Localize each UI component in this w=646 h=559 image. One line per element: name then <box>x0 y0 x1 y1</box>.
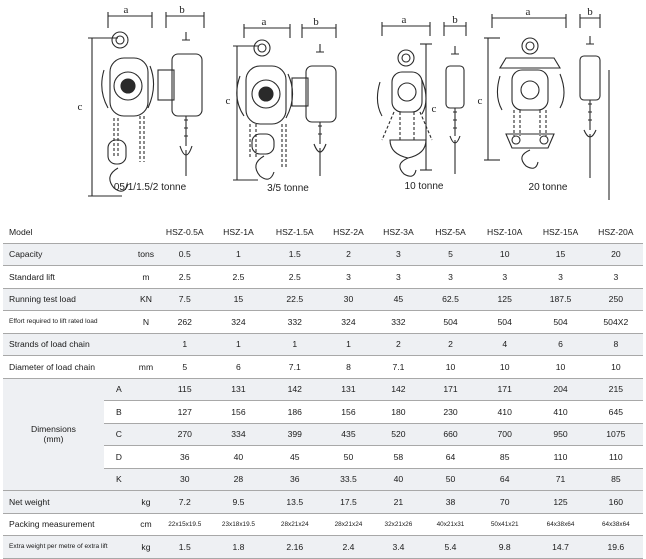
table-cell: 8 <box>324 356 373 379</box>
table-cell: 3 <box>532 266 588 289</box>
row-unit: tons <box>134 243 158 266</box>
table-cell: 156 <box>211 401 265 424</box>
table-cell: 22.5 <box>266 288 324 311</box>
table-row <box>3 356 643 379</box>
table-cell: 10 <box>477 356 532 379</box>
table-cell: 36 <box>158 446 211 469</box>
table-cell: 204 <box>532 378 588 401</box>
table-cell: 85 <box>589 468 643 491</box>
table-cell: 660 <box>424 423 477 446</box>
caption-hoist-3: 10 tonne <box>404 181 444 192</box>
hoist-3-drawing <box>377 22 466 176</box>
table-cell: 3 <box>373 243 424 266</box>
table-cell: 410 <box>477 401 532 424</box>
table-cell: 2.5 <box>266 266 324 289</box>
row-label: Net weight <box>3 491 134 514</box>
table-cell: 10 <box>589 356 643 379</box>
table-cell: 15 <box>211 288 265 311</box>
table-cell: 50 <box>324 446 373 469</box>
table-cell: 504 <box>532 311 588 334</box>
table-cell: 40 <box>373 468 424 491</box>
table-cell: 645 <box>589 401 643 424</box>
table-cell: 9.5 <box>211 491 265 514</box>
row-label: Capacity <box>3 243 134 266</box>
row-label: Model <box>9 226 33 237</box>
table-cell: 160 <box>589 491 643 514</box>
dim-b-label-4: b <box>587 6 593 18</box>
row-label: Extra weight per metre of extra lift <box>3 536 134 559</box>
dim-b-label-3: b <box>452 14 458 26</box>
header-spacer <box>134 221 158 243</box>
table-cell: 504 <box>424 311 477 334</box>
model-name: HSZ-1A <box>223 226 254 237</box>
table-cell: 32x21x26 <box>373 513 424 536</box>
table-cell: 33.5 <box>324 468 373 491</box>
row-label: Effort required to lift rated load <box>3 311 134 334</box>
table-cell: 324 <box>211 311 265 334</box>
table-cell: 13.5 <box>266 491 324 514</box>
table-cell: 142 <box>373 378 424 401</box>
table-cell: 142 <box>266 378 324 401</box>
table-row <box>3 288 643 311</box>
table-cell: 5 <box>158 356 211 379</box>
table-cell: 187.5 <box>532 288 588 311</box>
dimension-spacer <box>134 401 158 424</box>
table-cell: 9.8 <box>477 536 532 559</box>
table-cell: 3 <box>324 266 373 289</box>
table-cell: 15 <box>532 243 588 266</box>
table-cell: 23x18x19.5 <box>211 513 265 536</box>
table-cell: 1 <box>158 333 211 356</box>
dimension-spacer <box>134 468 158 491</box>
table-cell: 180 <box>373 401 424 424</box>
row-unit: mm <box>134 356 158 379</box>
table-cell: 19.6 <box>589 536 643 559</box>
row-unit: KN <box>134 288 158 311</box>
table-cell: 3 <box>424 266 477 289</box>
table-cell: 5.4 <box>424 536 477 559</box>
table-cell: 28 <box>211 468 265 491</box>
table-cell: 250 <box>589 288 643 311</box>
row-unit <box>134 333 158 356</box>
dim-a-label-4: a <box>525 6 531 18</box>
table-cell: 1 <box>266 333 324 356</box>
table-cell: 230 <box>424 401 477 424</box>
table-cell: 435 <box>324 423 373 446</box>
row-label: Standard lift <box>3 266 134 289</box>
table-cell: 14.7 <box>532 536 588 559</box>
row-label: Strands of load chain <box>3 333 134 356</box>
dim-c-label-2: c <box>225 95 231 107</box>
table-row <box>3 513 643 536</box>
table-cell: 410 <box>532 401 588 424</box>
row-label: Packing measurement <box>3 513 134 536</box>
table-cell: 1075 <box>589 423 643 446</box>
table-cell: 28x21x24 <box>324 513 373 536</box>
table-cell: 7.5 <box>158 288 211 311</box>
table-cell: 85 <box>477 446 532 469</box>
table-cell: 2 <box>424 333 477 356</box>
dim-c-label-3: c <box>431 103 437 115</box>
table-cell: 3 <box>477 266 532 289</box>
table-cell: 7.2 <box>158 491 211 514</box>
row-unit: N <box>134 311 158 334</box>
table-cell: 110 <box>532 446 588 469</box>
table-cell: 332 <box>373 311 424 334</box>
table-cell: 324 <box>324 311 373 334</box>
table-cell: 45 <box>373 288 424 311</box>
table-cell: 7.1 <box>266 356 324 379</box>
dimension-key: C <box>104 423 134 446</box>
table-cell: 171 <box>477 378 532 401</box>
row-unit: kg <box>134 491 158 514</box>
table-cell: 1 <box>324 333 373 356</box>
table-cell: 30 <box>324 288 373 311</box>
table-cell: 6 <box>532 333 588 356</box>
table-cell: 520 <box>373 423 424 446</box>
dim-a-label-1: a <box>123 4 129 16</box>
table-cell: 5 <box>424 243 477 266</box>
table-cell: 4 <box>477 333 532 356</box>
model-name: HSZ-0.5A <box>165 226 204 237</box>
dimension-key: K <box>104 468 134 491</box>
table-cell: 70 <box>477 491 532 514</box>
caption-hoist-2: 3/5 tonne <box>267 183 309 194</box>
model-name: HSZ-2A <box>333 226 364 237</box>
table-cell: 2.16 <box>266 536 324 559</box>
table-cell: 171 <box>424 378 477 401</box>
table-cell: 131 <box>211 378 265 401</box>
table-cell: 40 <box>211 446 265 469</box>
table-row <box>3 266 643 289</box>
table-cell: 110 <box>589 446 643 469</box>
dimension-spacer <box>134 378 158 401</box>
table-cell: 64x38x64 <box>589 513 643 536</box>
dimensions-label-line2: (mm) <box>43 434 64 445</box>
row-unit: m <box>134 266 158 289</box>
table-cell: 20 <box>589 243 643 266</box>
table-cell: 2.5 <box>211 266 265 289</box>
table-cell: 270 <box>158 423 211 446</box>
table-cell: 38 <box>424 491 477 514</box>
table-cell: 1.8 <box>211 536 265 559</box>
table-cell: 10 <box>424 356 477 379</box>
table-cell: 0.5 <box>158 243 211 266</box>
table-cell: 2.4 <box>324 536 373 559</box>
model-name: HSZ-5A <box>435 226 466 237</box>
table-cell: 115 <box>158 378 211 401</box>
table-cell: 50 <box>424 468 477 491</box>
caption-hoist-1: 05/1/1.5/2 tonne <box>113 182 187 193</box>
table-header-row <box>3 221 643 243</box>
table-cell: 1 <box>211 243 265 266</box>
row-label: Running test load <box>3 288 134 311</box>
table-cell: 6 <box>211 356 265 379</box>
table-cell: 28x21x24 <box>266 513 324 536</box>
table-cell: 8 <box>589 333 643 356</box>
hoist-2-drawing <box>233 24 336 180</box>
dimension-key: B <box>104 401 134 424</box>
table-cell: 186 <box>266 401 324 424</box>
table-cell: 3.4 <box>373 536 424 559</box>
hoist-diagram <box>0 0 646 210</box>
table-cell: 1.5 <box>266 243 324 266</box>
table-cell: 64 <box>424 446 477 469</box>
table-cell: 1.5 <box>158 536 211 559</box>
table-row <box>3 491 643 514</box>
table-cell: 334 <box>211 423 265 446</box>
table-cell: 64x38x64 <box>532 513 588 536</box>
model-name: HSZ-10A <box>487 226 523 237</box>
row-label: Diameter of load chain <box>3 356 134 379</box>
table-cell: 950 <box>532 423 588 446</box>
table-row <box>3 243 643 266</box>
table-cell: 40x21x31 <box>424 513 477 536</box>
dimensions-label-line1: Dimensions <box>31 424 76 435</box>
table-cell: 504X2 <box>589 311 643 334</box>
table-cell: 3 <box>589 266 643 289</box>
table-cell: 700 <box>477 423 532 446</box>
table-row <box>3 311 643 334</box>
row-unit: kg <box>134 536 158 559</box>
table-cell: 62.5 <box>424 288 477 311</box>
table-cell: 71 <box>532 468 588 491</box>
table-cell: 50x41x21 <box>477 513 532 536</box>
table-cell: 156 <box>324 401 373 424</box>
table-cell: 262 <box>158 311 211 334</box>
dimension-key: A <box>104 378 134 401</box>
table-cell: 21 <box>373 491 424 514</box>
table-cell: 7.1 <box>373 356 424 379</box>
model-name: HSZ-1.5A <box>275 226 314 237</box>
model-name: HSZ-15A <box>542 226 579 237</box>
table-cell: 125 <box>477 288 532 311</box>
table-cell: 17.5 <box>324 491 373 514</box>
row-unit: cm <box>134 513 158 536</box>
dim-c-label-4: c <box>477 95 483 107</box>
table-row <box>3 536 643 559</box>
dimension-row <box>3 378 643 401</box>
model-name: HSZ-3A <box>383 226 414 237</box>
dim-a-label-3: a <box>401 14 407 26</box>
table-cell: 399 <box>266 423 324 446</box>
table-cell: 22x15x19.5 <box>158 513 211 536</box>
table-cell: 30 <box>158 468 211 491</box>
spec-table <box>3 221 643 559</box>
dimension-spacer <box>134 446 158 469</box>
dimension-key: D <box>104 446 134 469</box>
table-cell: 58 <box>373 446 424 469</box>
table-cell: 125 <box>532 491 588 514</box>
table-cell: 131 <box>324 378 373 401</box>
dim-c-label-1: c <box>77 101 83 113</box>
table-cell: 3 <box>373 266 424 289</box>
hoist-1-drawing <box>88 12 204 196</box>
dimensions-label <box>3 378 104 491</box>
table-cell: 2 <box>324 243 373 266</box>
hoist-4-drawing <box>484 14 609 200</box>
model-name: HSZ-20A <box>598 226 634 237</box>
table-cell: 10 <box>477 243 532 266</box>
dimension-spacer <box>134 423 158 446</box>
table-cell: 215 <box>589 378 643 401</box>
table-cell: 45 <box>266 446 324 469</box>
table-cell: 1 <box>211 333 265 356</box>
table-cell: 332 <box>266 311 324 334</box>
table-cell: 2.5 <box>158 266 211 289</box>
table-cell: 127 <box>158 401 211 424</box>
table-row <box>3 333 643 356</box>
table-cell: 36 <box>266 468 324 491</box>
dim-a-label-2: a <box>261 16 267 28</box>
table-cell: 504 <box>477 311 532 334</box>
table-cell: 64 <box>477 468 532 491</box>
caption-hoist-4: 20 tonne <box>528 182 568 193</box>
dim-b-label-2: b <box>313 16 319 28</box>
dim-b-label-1: b <box>179 4 185 16</box>
table-cell: 2 <box>373 333 424 356</box>
table-cell: 10 <box>532 356 588 379</box>
